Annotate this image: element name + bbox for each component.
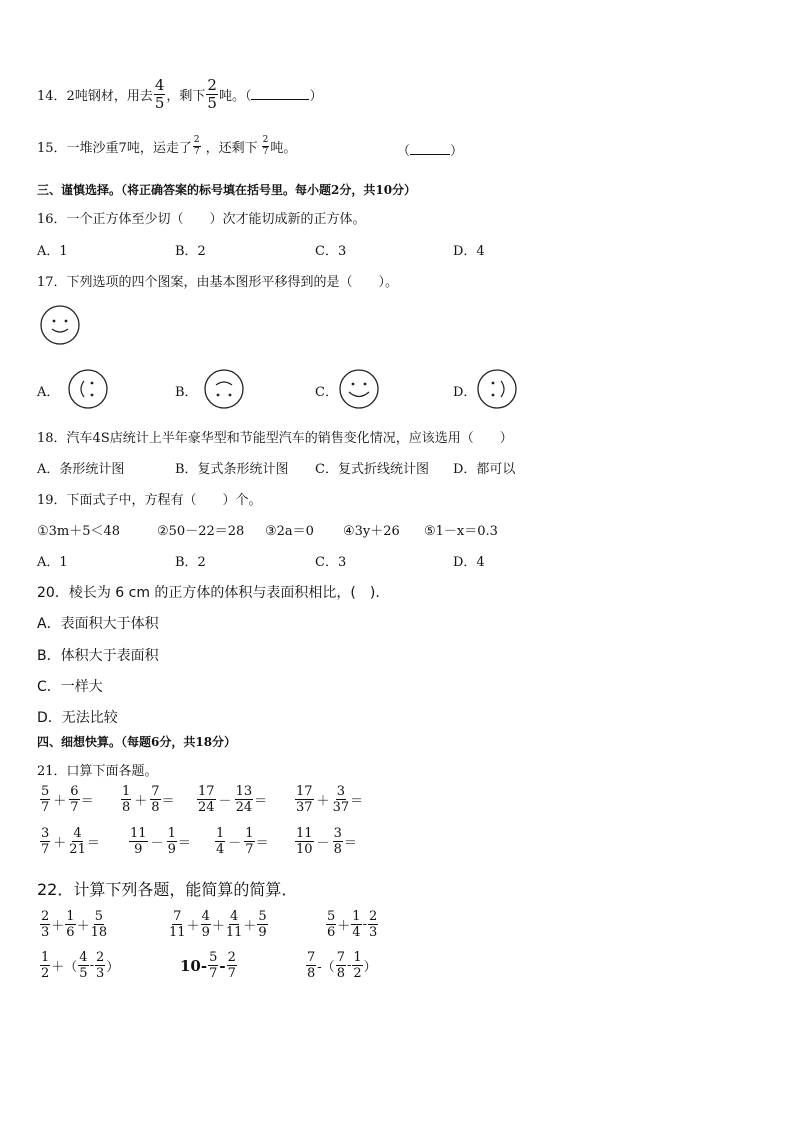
q17-option-b[interactable]: B． <box>175 385 198 400</box>
question-22: 22．计算下列各题，能简算的简算． <box>37 880 298 899</box>
q18-option-a[interactable]: A．条形统计图 <box>37 462 125 477</box>
q14-answer-blank[interactable] <box>251 89 309 100</box>
q22-expr-4: $\frac{1}{2}$ ＋（ $\frac{4}{5}$ - $\frac{2}{3}$ ） <box>41 950 120 981</box>
upright-smiley-icon <box>338 368 380 410</box>
question-21: 21．口算下面各题。 <box>37 764 158 779</box>
question-19: 19．下面式子中，方程有（ ）个。 <box>37 493 262 508</box>
q19-item-4: ④3y＋26 <box>343 524 400 539</box>
q22-expr-3: $\frac{5}{6}$ ＋ $\frac{1}{4}$ - $\frac{2}{3}$ <box>327 909 378 940</box>
q19-item-3: ③2a＝0 <box>265 524 314 539</box>
q20-option-c[interactable]: C．一样大 <box>37 679 103 695</box>
q19-item-1: ①3m＋5＜48 <box>37 524 121 539</box>
q21-expr-1: $\frac{5}{7}$ ＋ $\frac{6}{7}$ ＝ <box>41 784 94 815</box>
q15-fraction-moved: $\frac{2}{7}$ <box>193 135 200 157</box>
smiley-face-icon <box>39 304 81 346</box>
q22-expr-2: $\frac{7}{11}$ ＋ $\frac{4}{9}$ ＋ $\frac{4}{11}$ ＋ $\frac{5}{9}$ <box>169 909 267 940</box>
q18-option-c[interactable]: C．复式折线统计图 <box>315 462 429 477</box>
q14-prefix: 14．2吨钢材，用去 <box>37 89 153 104</box>
q22-expr-5: 10- $\frac{5}{7}$ - $\frac{2}{7}$ <box>180 950 236 981</box>
question-14 <box>37 78 322 111</box>
q15-mid: ，还剩下 <box>205 141 258 156</box>
upside-down-smiley-icon <box>203 368 245 410</box>
question-20: 20．棱长为 6 cm 的正方体的体积与表面积相比，( ). <box>37 585 380 601</box>
q21-expr-6: $\frac{11}{9}$ － $\frac{1}{9}$ ＝ <box>130 826 191 857</box>
q20-option-b[interactable]: B．体积大于表面积 <box>37 648 159 664</box>
q16-option-a[interactable]: A．1 <box>37 244 68 259</box>
q14-fraction-left: $\frac{2}{5}$ <box>207 76 217 112</box>
q16-option-c[interactable]: C．3 <box>315 244 347 259</box>
q14-mid: ，剩下 <box>166 89 206 104</box>
q21-expr-3: $\frac{17}{24}$ － $\frac{13}{24}$ ＝ <box>198 784 268 815</box>
q19-option-c[interactable]: C．3 <box>315 555 347 570</box>
q18-option-b[interactable]: B．复式条形统计图 <box>175 462 289 477</box>
q15-suffix: 吨。 <box>270 141 297 156</box>
q19-option-d[interactable]: D．4 <box>453 555 485 570</box>
q18-option-d[interactable]: D．都可以 <box>453 462 516 477</box>
rotated-smiley-right-icon <box>476 368 518 410</box>
q20-option-a[interactable]: A．表面积大于体积 <box>37 616 159 632</box>
question-15 <box>37 136 296 157</box>
q15-fraction-left: $\frac{2}{7}$ <box>262 135 269 157</box>
question-18: 18．汽车4S店统计上半年豪华型和节能型汽车的销售变化情况，应该选用（ ） <box>37 431 513 446</box>
q22-expr-1: $\frac{2}{3}$ ＋ $\frac{1}{6}$ ＋ $\frac{5}{18}$ <box>41 909 108 940</box>
q17-option-a[interactable]: A． <box>37 385 60 400</box>
q17-option-c[interactable]: C． <box>315 385 338 400</box>
q14-suffix: 吨。（ <box>218 89 252 104</box>
q19-option-b[interactable]: B．2 <box>175 555 206 570</box>
question-17: 17．下列选项的四个图案，由基本图形平移得到的是（ ）。 <box>37 275 399 290</box>
q22-expr-6: $\frac{7}{8}$ -（ $\frac{7}{8}$ - $\frac{1}{2}$ ） <box>307 950 377 981</box>
q19-item-5: ⑤1－x＝0.3 <box>424 524 498 539</box>
q21-expr-7: $\frac{1}{4}$ － $\frac{1}{7}$ ＝ <box>216 826 269 857</box>
q14-close: ） <box>309 89 323 104</box>
q16-option-d[interactable]: D．4 <box>453 244 485 259</box>
q21-expr-4: $\frac{17}{37}$ ＋ $\frac{3}{37}$ ＝ <box>296 784 364 815</box>
section-4-title: 四、细想快算。（每题6分，共18分） <box>37 735 237 749</box>
q21-expr-8: $\frac{11}{10}$ － $\frac{3}{8}$ ＝ <box>296 826 357 857</box>
q21-expr-2: $\frac{1}{8}$ ＋ $\frac{7}{8}$ ＝ <box>122 784 175 815</box>
q15-answer: （ ） <box>397 144 464 159</box>
q19-option-a[interactable]: A．1 <box>37 555 68 570</box>
q15-answer-blank[interactable] <box>410 144 450 155</box>
q16-option-b[interactable]: B．2 <box>175 244 206 259</box>
section-3-title: 三、谨慎选择。（将正确答案的标号填在括号里。每小题2分，共10分） <box>37 183 417 197</box>
question-16: 16．一个正方体至少切（ ）次才能切成新的正方体。 <box>37 212 366 227</box>
q20-option-d[interactable]: D．无法比较 <box>37 710 118 726</box>
rotated-smiley-left-icon <box>67 368 109 410</box>
q14-fraction-used: $\frac{4}{5}$ <box>154 76 165 112</box>
q15-prefix: 15．一堆沙重7吨，运走了 <box>37 141 192 156</box>
q17-option-d[interactable]: D． <box>453 385 477 400</box>
q21-expr-5: $\frac{3}{7}$ ＋ $\frac{4}{21}$ ＝ <box>41 826 100 857</box>
q19-item-2: ②50－22＝28 <box>157 524 245 539</box>
